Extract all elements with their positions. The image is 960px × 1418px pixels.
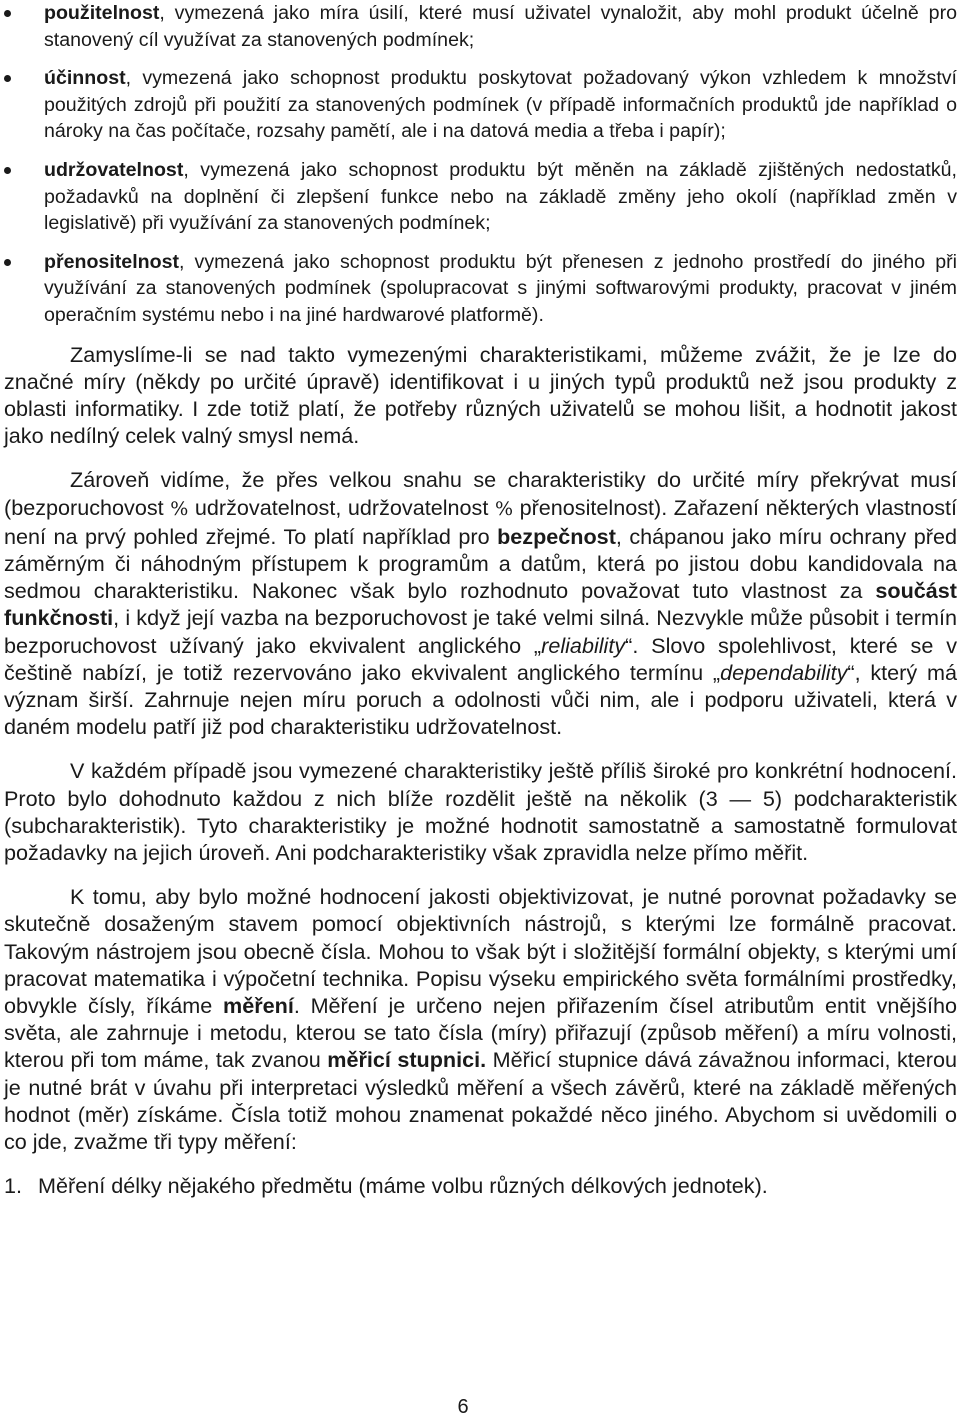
term: použitelnost <box>44 2 160 24</box>
paragraph-measurement <box>4 883 957 1155</box>
text-run: přenositelnost). Zařazení některých vlastností není na prvý pohled zřejmé. To platí například pro <box>4 494 958 549</box>
text-run: K tomu, aby bylo možné hodnocení jakosti objektivizovat, je nutné porovnat požadavky se skutečně dosaženým stavem pomocí objektivních nástrojů, s kterými lze formálně pracovat. Takovým nástrojem jsou obecně čísla. Mohou to však být i složitější formální objekty, s kterými umí pracovat matematika i výpočetní technika. Popisu výseku empirického světa formálními prostředky, obvykle čísly, říkáme <box>4 884 957 1018</box>
text-run: “, který má význam širší. Zahrnuje nejen míru poruch a odolnosti vůči nim, ale i podporu uživateli, která v daném modelu patří již pod charakteristiku udržovatelnost. <box>4 659 957 740</box>
list-item <box>4 249 957 329</box>
bullet-icon <box>4 10 11 17</box>
measurement-types-list <box>4 1172 957 1199</box>
emphasis-italic: dependability <box>720 659 848 685</box>
bullet-icon <box>4 75 11 82</box>
text-run: Zároveň vidíme, že přes velkou snahu se charakteristiky do určité míry překrývat musí (bezporuchovost <box>4 467 957 520</box>
text-run: “. Slovo spolehlivost, které se v češtině nabízí, je totiž rezervováno jako ekvivalent anglického termínu „ <box>4 632 957 685</box>
emphasis-bold: měření <box>223 993 294 1018</box>
text-run: Měřicí stupnice dává závažnou informaci, kterou je nutné brát v úvahu při interpretaci výsledků měření a všech závěrů, které na základě měřených hodnot (měr) získáme. Čísla totiž mohou znamenat pokaždé něco jiného. Abychom si uvědomili o co jde, zvažme tři typy měření: <box>4 1047 958 1155</box>
characteristics-list <box>4 0 957 329</box>
definition: , vymezená jako schopnost produktu poskytovat požadovaný výkon vzhledem k množství použitých zdrojů při použití za stanovených podmínek (v případě informačních produktů jde například o nároky na čas počítače, rozsahy pamětí, ale i na datová media a třeba i papír); <box>44 67 957 143</box>
definition: , vymezená jako schopnost produktu být měněn na základě zjištěných nedostatků, požadavků na doplnění či zlepšení funkce nebo na základě změny jeho okolí (například změn v legislativě) při využívání za stanovených podmínek; <box>44 158 957 235</box>
page-number: 6 <box>457 1396 469 1418</box>
bullet-icon <box>4 167 11 174</box>
percent-symbol: % <box>494 497 513 520</box>
bullet-icon <box>4 259 11 266</box>
emphasis-italic: reliability <box>541 632 626 658</box>
text-run: , i když její vazba na bezporuchovost je také velmi silná. Nezvykle může působit i termín bezporuchovost užívaný jako ekvivalent anglického „ <box>4 605 957 658</box>
item-number: 1. <box>4 1173 23 1199</box>
term: udržovatelnost <box>44 158 184 181</box>
text-run: udržovatelnost, udržovatelnost <box>188 494 495 520</box>
term: účinnost <box>44 67 126 90</box>
document-page <box>4 0 957 1199</box>
item-text: Měření délky nějakého předmětu (máme volbu různých délkových jednotek). <box>38 1173 768 1199</box>
list-item <box>4 0 957 53</box>
emphasis-bold: součást funkčnosti <box>4 578 957 631</box>
paragraph-overlap <box>4 466 957 740</box>
definition: , vymezená jako míra úsilí, které musí uživatel vynaložit, aby mohl produkt účelně pro stanovený cíl využívat za stanovených podmínek; <box>44 2 957 51</box>
text-run: . Měření je určeno nejen přiřazením čísel atributům entit vnějšího světa, ale zahrnuje i metodu, kterou se tato čísla (míry) přiřazují (způsob měření) a míru volnosti, kterou při tom máme, tak zvanou <box>4 993 957 1073</box>
paragraph-subcharacteristics: V každém případě jsou vymezené charakteristiky ještě příliš široké pro konkrétní hodnocení. Proto bylo dohodnuto každou z nich blíže rozdělit ještě na několik (3 — 5) podcharakteristik (subcharakteristik). Tyto charakteristiky je možné hodnotit samostatně a samostatně formulovat požadavky na jejich úroveň. Ani podcharakteristiky však zpravidla nelze přímo měřit. <box>4 758 957 865</box>
definition: , vymezená jako schopnost produktu být přenesen z jednoho prostředí do jiného při využívání za stanovených podmínek (spolupracovat s jinými softwarovými produkty, pracovat v jiném operačním systému nebo i na jiné hardwarové platformě). <box>44 250 957 326</box>
emphasis-bold: bezpečnost <box>497 523 616 549</box>
list-item <box>4 157 957 237</box>
numbered-item <box>4 1172 957 1199</box>
term: přenositelnost <box>44 250 179 273</box>
paragraph-reflection: Zamyslíme-li se nad takto vymezenými charakteristikami, můžeme zvážit, že je lze do značné míry (někdy po určité úpravě) identifikovat i u jiných typů produktů než jsou produkty z oblasti informatiky. I zde totiž platí, že potřeby různých uživatelů se mohou lišit, a hodnotit jakost jako nedílný celek valný smysl nemá. <box>4 341 957 449</box>
list-item <box>4 65 957 145</box>
text-run: , chápanou jako míru ochrany před záměrným či náhodným přístupem k programům a datům, která po jistou dobu kandidovala na sedmou charakteristiku. Nakonec však bylo rozhodnuto považovat tuto vlastnost za <box>4 523 958 604</box>
emphasis-bold: měřicí stupnici. <box>327 1047 487 1073</box>
percent-symbol: % <box>170 497 189 520</box>
